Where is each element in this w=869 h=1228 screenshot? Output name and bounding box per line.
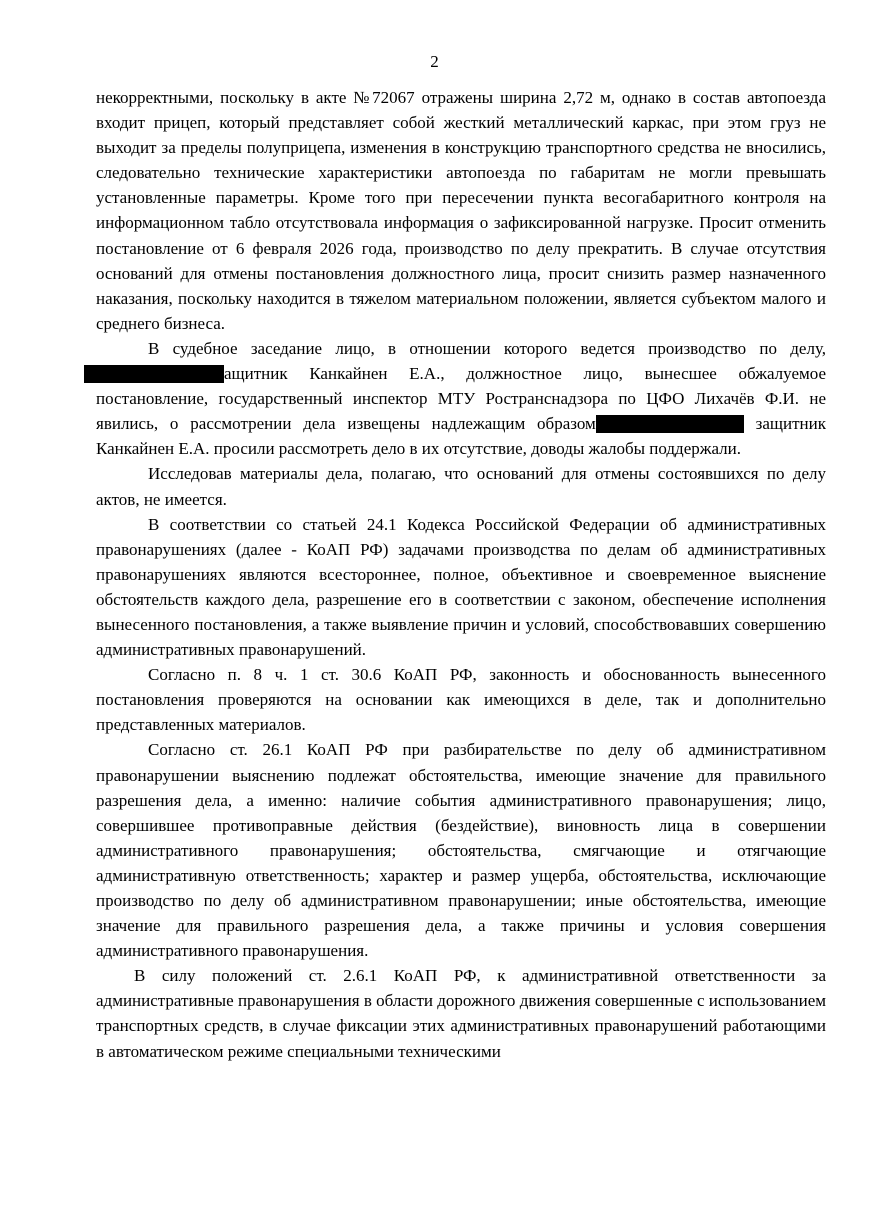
document-body — [96, 85, 826, 1064]
paragraph-complaint-continuation: некорректными, поскольку в акте №72067 отражены ширина 2,72 м, однако в состав автопоезда входит прицеп, который представляет собой жесткий металлический каркас, при этом груз не выходит за пределы полуприцепа, изменения в конструкцию транспортного средства не вносились, следовательно технические характеристики автопоезда по габаритам не могли превышать установленные параметры. Кроме того при пересечении пункта весогабаритного контроля на информационном табло отсутствовала информация о зафиксированной нагрузке. Просит отменить постановление от 6 февраля 2026 года, производство по делу прекратить. В случае отсутствия оснований для отмены постановления должностного лица, просит снизить размер назначенного наказания, поскольку находится в тяжелом материальном положении, является субъектом малого и среднего бизнеса. — [96, 88, 826, 333]
redaction-block — [596, 415, 744, 433]
court-session-text-end: защитник Канкайнен Е.А. просили рассмотреть дело в их отсутствие, доводы жалобы поддержали. — [96, 414, 827, 459]
court-session-text-start: В судебное заседание лицо, в отношении которого ведется производство по делу, — [148, 338, 826, 358]
page-number: 2 — [430, 52, 439, 71]
paragraph-article-30-6: Согласно п. 8 ч. 1 ст. 30.6 КоАП РФ, законность и обоснованность вынесенного постановления проверяются на основании как имеющихся в деле, так и дополнительно представленных материалов. — [96, 665, 826, 735]
court-session-text-middle: ащитник Канкайнен Е.А., должностное лицо, вынесшее обжалуемое постановление, государственный инспектор МТУ Ространснадзора по ЦФО Лихачёв Ф.И. не явились, о рассмотрении дела извещены надлежащим образом — [96, 364, 826, 434]
redaction-block — [84, 365, 224, 383]
paragraph-article-26-1: Согласно ст. 26.1 КоАП РФ при разбирательстве по делу об административном правонарушении выяснению подлежат обстоятельства, имеющие значение для правильного разрешения дела, а именно: наличие события административного правонарушения; лицо, совершившее противоправные действия (бездействие), виновность лица в совершении административного правонарушения; обстоятельства, смягчающие и отягчающие административную ответственность; характер и размер ущерба, обстоятельства, исключающие производство по делу об административном правонарушении; иные обстоятельства, имеющие значение для правильного разрешения дела, а также причины и условия совершения административного правонарушения. — [96, 740, 826, 961]
paragraph-conclusion: Исследовав материалы дела, полагаю, что оснований для отмены состоявшихся по делу актов, не имеется. — [96, 464, 826, 509]
paragraph-article-2-6-1: В силу положений ст. 2.6.1 КоАП РФ, к административной ответственности за административные правонарушения в области дорожного движения совершенные с использованием транспортных средств, в случае фиксации этих административных правонарушений работающими в автоматическом режиме специальными техническими — [96, 966, 826, 1061]
paragraph-court-session — [96, 336, 826, 461]
paragraph-article-24-1: В соответствии со статьей 24.1 Кодекса Российской Федерации об административных правонарушениях (далее - КоАП РФ) задачами производства по делам об административных правонарушениях являются всестороннее, полное, объективное и своевременное выяснение обстоятельств каждого дела, разрешение его в соответствии с законом, обеспечение исполнения вынесенного постановления, а также выявление причин и условий, способствовавших совершению административных правонарушений. — [96, 514, 826, 660]
